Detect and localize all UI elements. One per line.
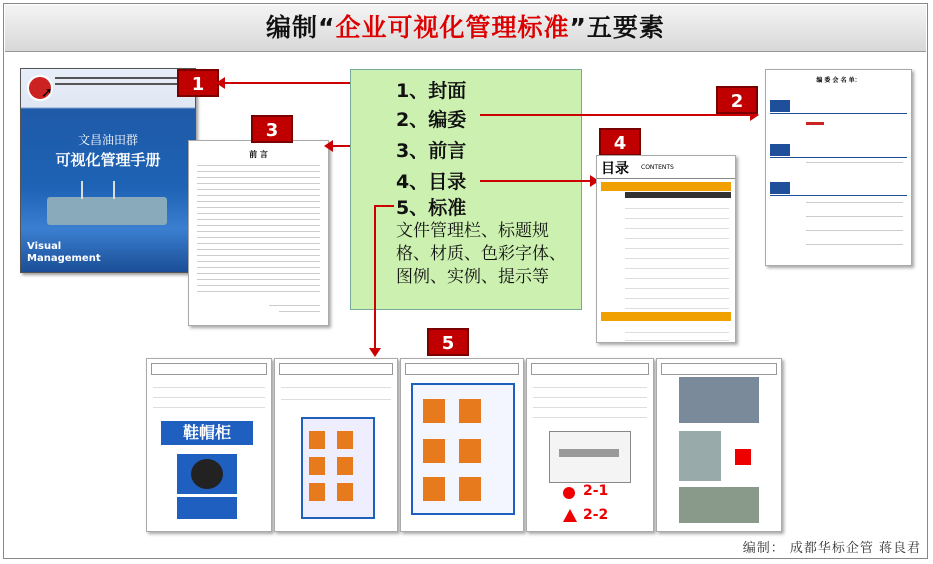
platform-photo <box>47 197 167 225</box>
standard-sample-4 <box>526 358 654 532</box>
arrow-2 <box>480 114 752 116</box>
preface-thumbnail <box>188 140 329 326</box>
cover-title: 可视化管理手册 <box>55 151 161 169</box>
badge-2: 2 <box>716 86 758 114</box>
mark-2-1: 2-1 <box>583 483 609 499</box>
sample-sign: 鞋帽柜 <box>161 421 253 445</box>
title-bar <box>5 5 926 52</box>
slide-title: 编制“企业可视化管理标准”五要素 <box>266 13 665 42</box>
toc-sub: CONTENTS <box>641 164 674 171</box>
arrow-4 <box>480 180 592 182</box>
mark-2-2: 2-2 <box>583 507 609 523</box>
cover-footer: Visual Management <box>27 241 101 264</box>
committee-thumbnail <box>765 69 912 266</box>
cover-org: 文昌油田群 <box>77 133 138 147</box>
red-circle-icon <box>563 487 575 499</box>
credit-text: 编制： 成都华标企管 蒋良君 <box>742 541 921 556</box>
element-toc: 4、目录 <box>396 171 467 193</box>
five-elements-panel <box>350 69 582 310</box>
standard-description: 文件管理栏、标题规格、材质、色彩字体、图例、实例、提示等 <box>396 221 566 287</box>
toc-heading: 目录 <box>601 161 629 177</box>
element-standard: 5、标准 <box>396 197 467 219</box>
arrow-5-v <box>374 205 376 350</box>
element-cover: 1、封面 <box>396 80 467 102</box>
badge-3: 3 <box>251 115 293 143</box>
toc-thumbnail <box>596 155 736 343</box>
cursor-icon: ➚ <box>41 85 53 101</box>
element-committee: 2、编委 <box>396 109 467 131</box>
element-preface: 3、前言 <box>396 140 467 162</box>
committee-heading: 编 委 会 名 单： <box>816 77 861 84</box>
badge-1: 1 <box>177 69 219 97</box>
badge-5: 5 <box>427 328 469 356</box>
standard-sample-5 <box>656 358 782 532</box>
preface-heading: 前 言 <box>249 150 268 159</box>
red-triangle-icon <box>563 509 577 522</box>
cover-thumbnail <box>20 68 196 273</box>
badge-4: 4 <box>599 128 641 156</box>
standard-sample-2 <box>274 358 398 532</box>
standard-sample-3 <box>400 358 524 532</box>
arrow-5-h <box>374 205 394 207</box>
standard-sample-1 <box>146 358 272 532</box>
